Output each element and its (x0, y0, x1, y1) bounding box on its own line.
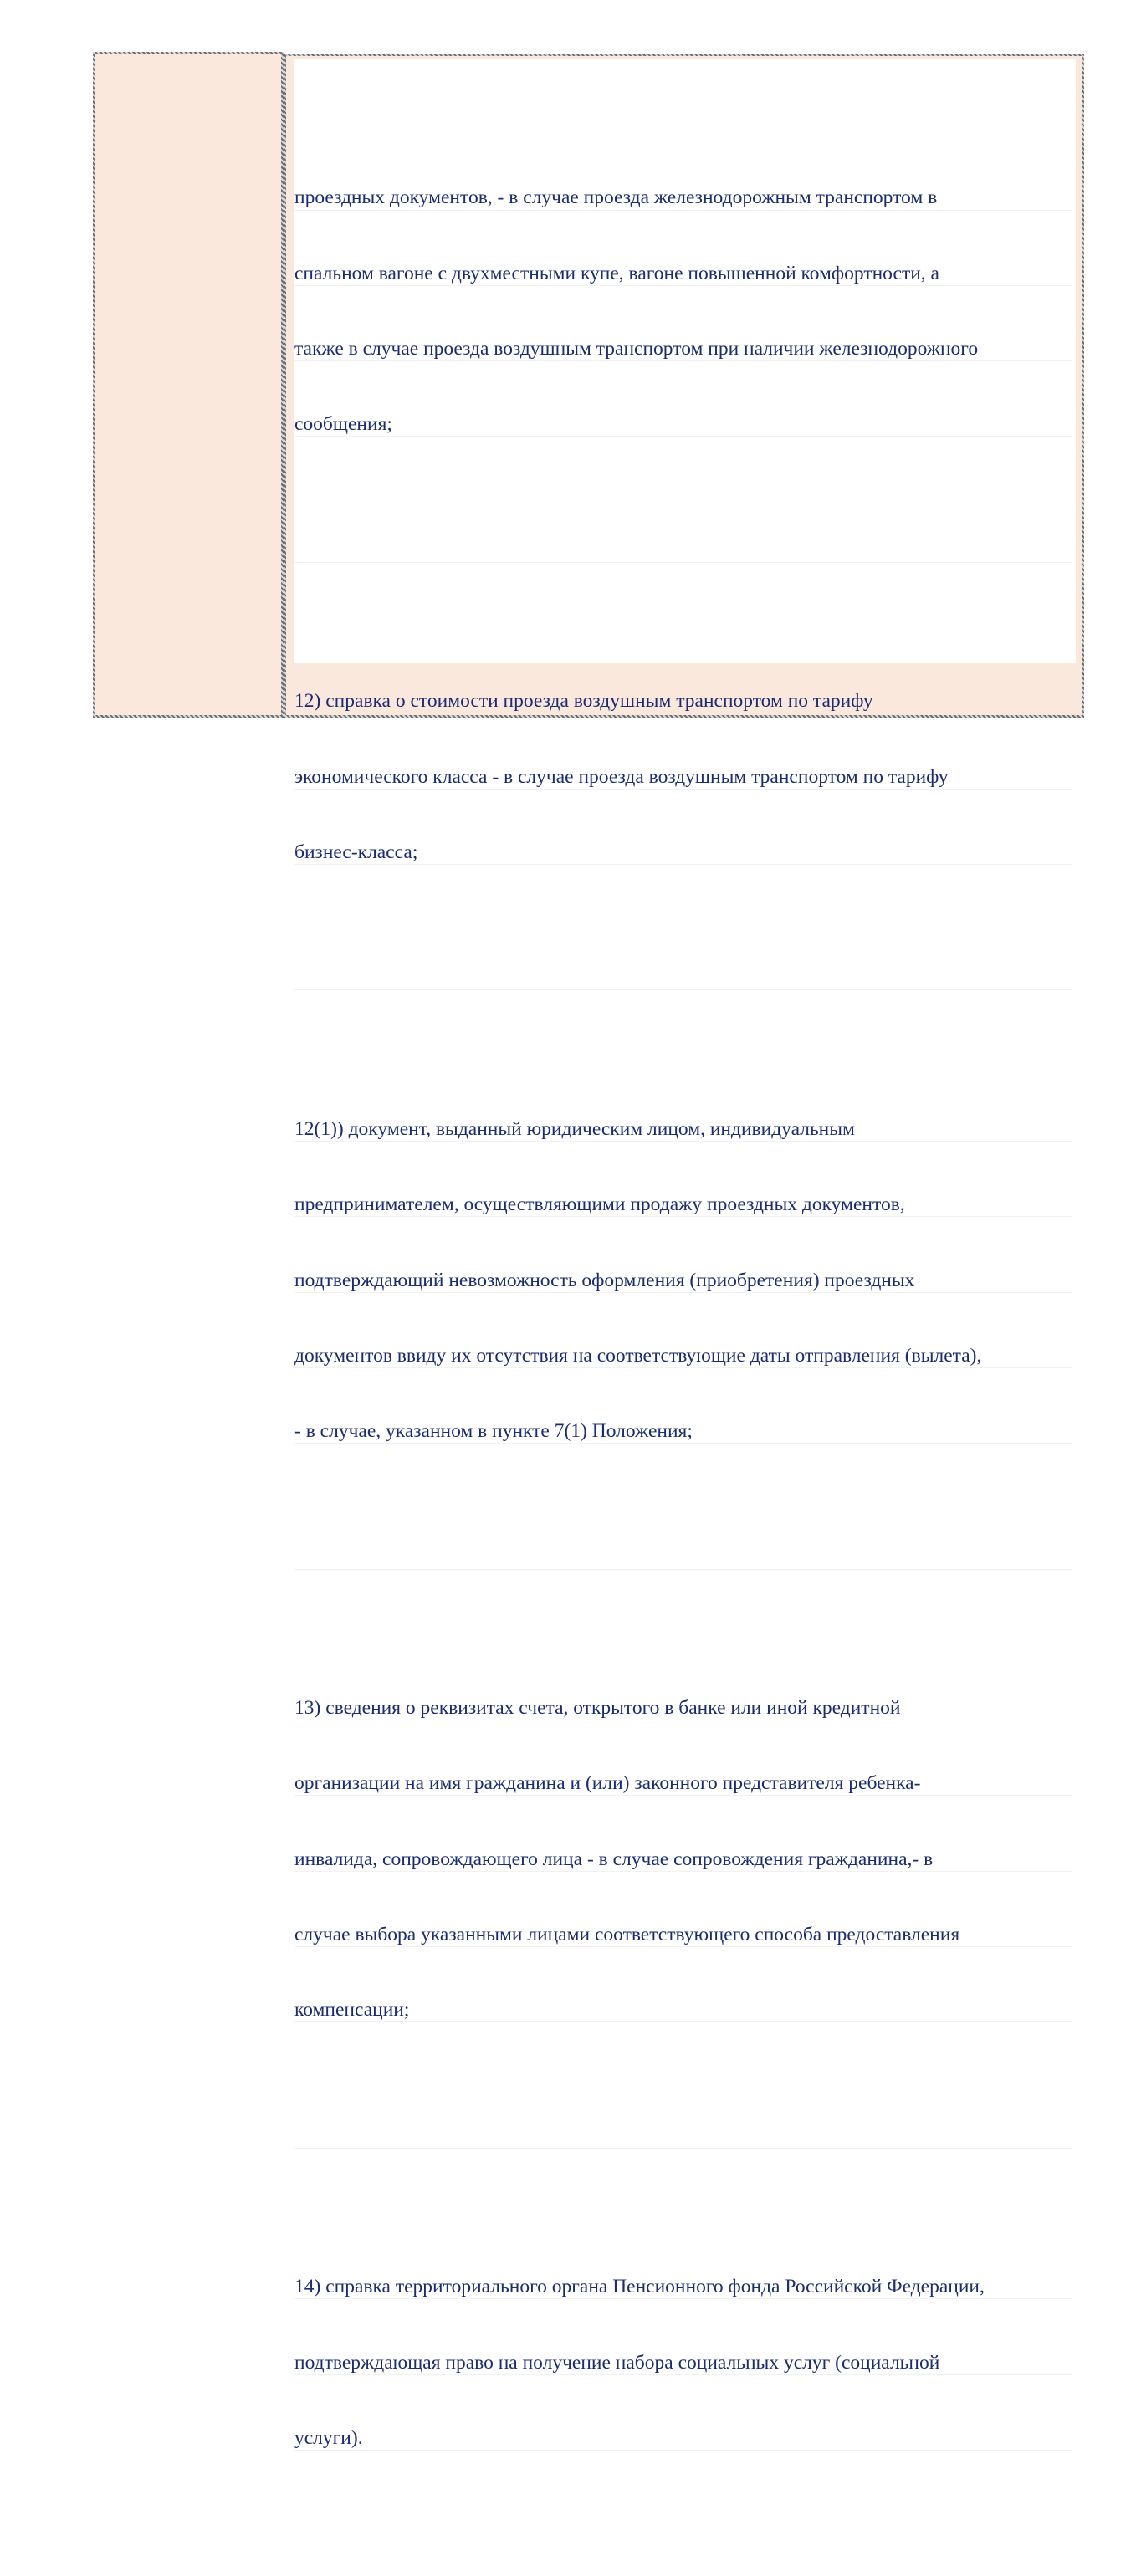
document-text (294, 59, 1072, 2576)
paragraph-gap (294, 1545, 1072, 1570)
text-line: инвалида, сопровождающего лица - в случае сопровождения гражданина,- в (294, 1847, 1072, 1872)
text-line: предпринимателем, осуществляющими продажу проездных документов, (294, 1192, 1072, 1217)
text-line: - в случае, указанном в пункте 7(1) Положения; (294, 1418, 1072, 1444)
text-line: подтверждающая право на получение набора социальных услуг (социальной (294, 2350, 1072, 2375)
text-line: 12(1)) документ, выданный юридическим лицом, индивидуальным (294, 1117, 1072, 1142)
text-line: спальном вагоне с двухместными купе, вагоне повышенной комфортности, а (294, 261, 1072, 286)
paragraph-gap (294, 2124, 1072, 2149)
content-panel (284, 54, 1084, 2449)
text-line: 12) справка о стоимости проезда воздушным транспортом по тарифу (294, 688, 1072, 713)
text-line: 13) сведения о реквизитах счета, открытого в банке или иной кредитной (294, 1695, 1072, 1720)
text-line: документов ввиду их отсутствия на соответствующие даты отправления (вылета), (294, 1343, 1072, 1368)
text-line: сообщения; (294, 411, 1072, 437)
text-line: 14) справка территориального органа Пенсионного фонда Российской Федерации, (294, 2274, 1072, 2299)
text-line: экономического класса - в случае проезда воздушным транспортом по тарифу (294, 764, 1072, 790)
paragraph-gap (294, 538, 1072, 563)
paragraph-continuation (294, 135, 1072, 487)
paragraph-item-12-1 (294, 1066, 1072, 1495)
paragraph-item-12 (294, 638, 1072, 915)
text-line: бизнес-класса; (294, 840, 1072, 865)
left-decorative-panel (93, 52, 284, 718)
text-line: компенсации; (294, 1997, 1072, 2022)
text-line: проездных документов, - в случае проезда железнодорожным транспортом в (294, 185, 1072, 210)
text-line: услуги). (294, 2425, 1072, 2451)
paragraph-item-14 (294, 2224, 1072, 2501)
text-line: подтверждающий невозможность оформления (приобретения) проездных (294, 1268, 1072, 1293)
text-line: организации на имя гражданина и (или) законного представителя ребенка- (294, 1771, 1072, 1796)
text-area (294, 59, 1076, 2449)
text-line: случае выбора указанными лицами соответствующего способа предоставления (294, 1922, 1072, 1947)
paragraph-item-13 (294, 1645, 1072, 2073)
text-line: также в случае проезда воздушным транспортом при наличии железнодорожного (294, 336, 1072, 361)
paragraph-gap (294, 965, 1072, 990)
